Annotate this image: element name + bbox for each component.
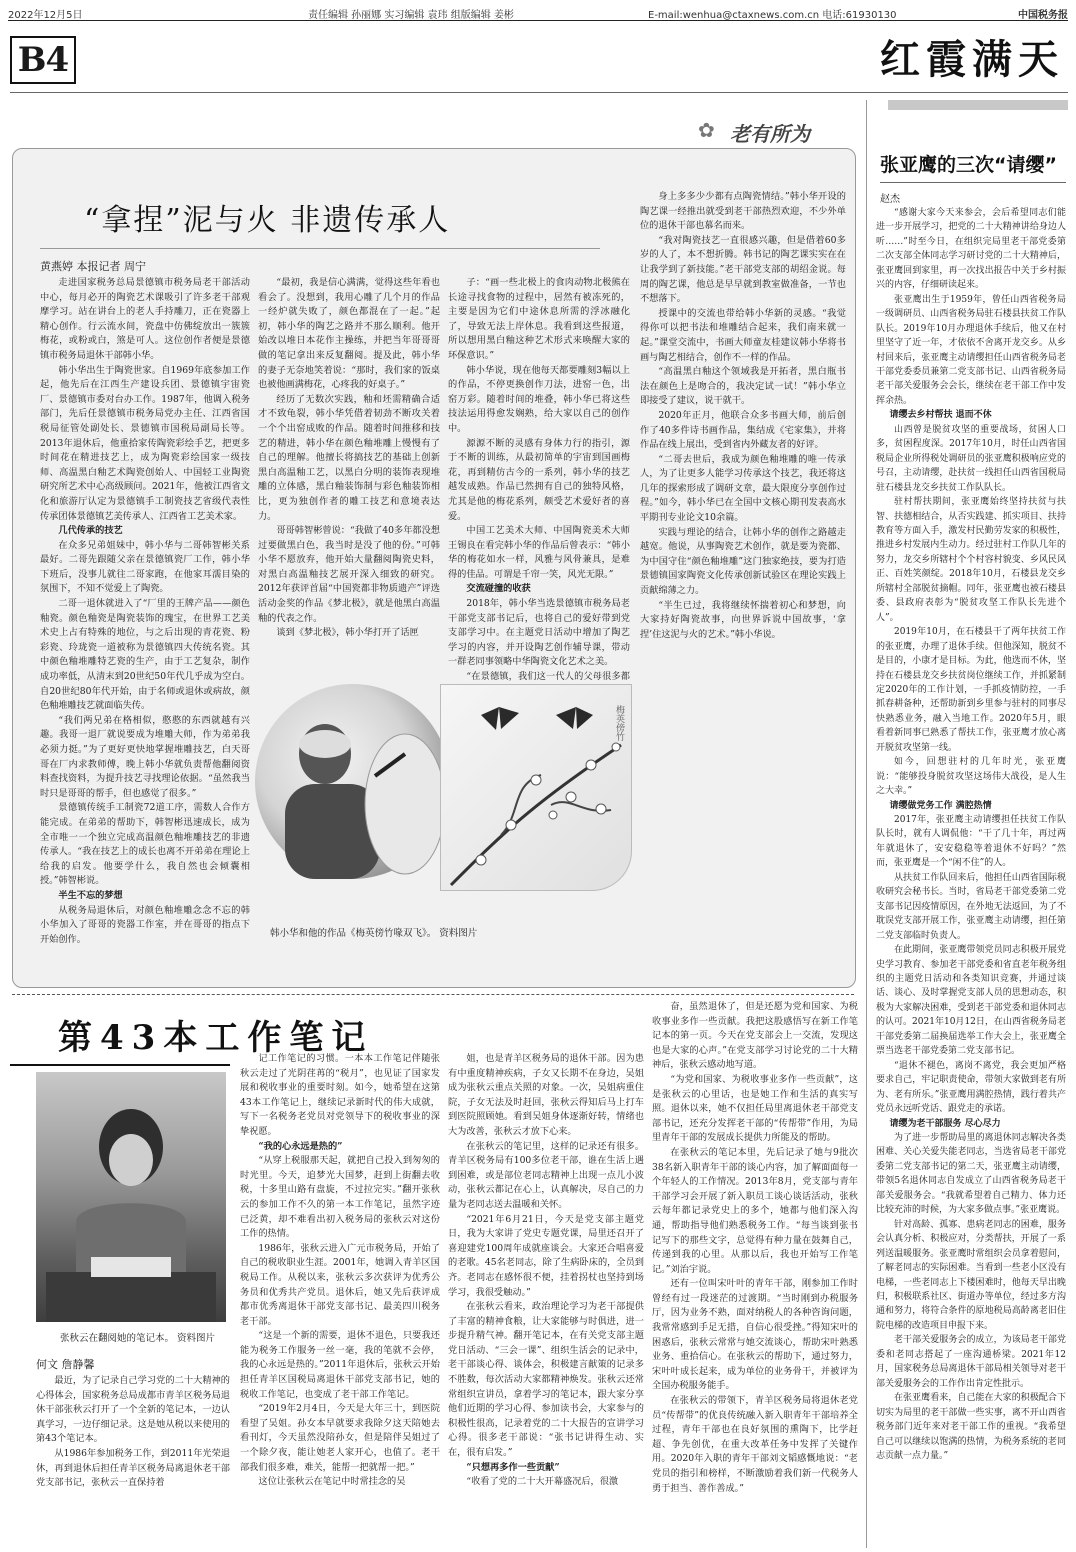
svg-text:梅英傍竹: 梅英傍竹 bbox=[614, 705, 624, 741]
paragraph: 韩小华出生于陶瓷世家。自1969年底参加工作起，他先后在江西生产建设兵团、景德镇宇宙瓷厂、景德镇市委对台办工作。1987年，他调入税务部门，先后任景德镇市税务局党办主任、江西省国税局征管处副处长、景德镇市国税局副局长等。2013年退休后，他重拾家传陶瓷彩绘手艺，把更多时间花在精进技艺上，成为陶瓷彩绘国家一级技师、高温黑白釉艺术陶瓷创始人、中国轻工业陶瓷研究所艺术中心高级顾问。2021年，他被江西省文化和旅游厅认定为景德镇手工制瓷技艺省级代表性传承团体景德镇艺美传承人、江西省工艺美术家。 bbox=[40, 364, 250, 522]
paragraph: 从扶贫工作队回来后，他担任山西省国际税收研究会秘书长。当时，省局老干部党委第二党支部书记因疫情原因，在外地无法返回，为了不耽误党支部开展工作，张亚鹰主动请缨，担任第二党支部临时负责人。 bbox=[876, 872, 1066, 941]
paragraph: 为了进一步帮助局里的离退休同志解决各类困难、关心关爱失能老同志，当选省局老干部党委第二党支部书记的第二天，张亚鹰主动请缨，带领5名退休同志自发成立了山西省税务局老干部关爱服务会。“我就希望着自己精力、体力还比较充沛的时候，为大家多做点事。”张亚鹰说。 bbox=[876, 1133, 1066, 1216]
column-divider bbox=[866, 100, 867, 1548]
paragraph: 在众多兄弟姐妹中，韩小华与二哥韩智彬关系最好。二哥先跟随父亲在景德镇瓷厂工作，韩小华下班后，没事儿就往二哥家跑，在他家耳濡目染的氛围下，不知不觉爱上了陶瓷。 bbox=[40, 539, 250, 595]
article2-column-3 bbox=[448, 1052, 644, 1542]
photo-caption: 韩小华和他的作品《梅英傍竹喙双飞》。 资料图片 bbox=[270, 928, 478, 939]
subheading: 请缨为老干部服务 尽心尽力 bbox=[889, 1118, 1001, 1129]
article3-title: 张亚鹰的三次“请缨” bbox=[880, 154, 1057, 176]
flower-icon: ✿ bbox=[698, 118, 715, 142]
article3-body bbox=[876, 206, 1066, 1542]
article2-column-2 bbox=[240, 1052, 440, 1542]
article1-column-1 bbox=[40, 276, 250, 976]
article1-column-2 bbox=[258, 276, 440, 676]
subheading: 几代传承的技艺 bbox=[58, 525, 123, 537]
paragraph: 身上多多少少都有点陶瓷情结。”韩小华开设的陶艺课一经推出就受到老干部热烈欢迎，不少外单位的退休干部也慕名而来。 bbox=[640, 191, 846, 232]
paragraph: 张亚鹰出生于1959年，曾任山西省税务局一级调研员、山西省税务局驻石楼县扶贫工作队队长。2019年10月办理退休手续后，他又在村里坚守了近一年，才依依不舍离开龙交乡。从乡村回来后，张亚鹰主动请缨担任山西省税务局老干部党委委员兼第二党支部书记、山西省税务局老干部关爱服务会会长，继续在老干部工作中发挥余热。 bbox=[876, 294, 1066, 406]
paragraph: “2019年2月4日，今天是大年三十，到医院看望了吴姐。孙女本早就要求我除夕这天陪她去看刊灯，今天虽然没陪孙女，但是陪伴吴姐过了一个除夕夜，能让她老人家开心，也值了。老干部我们很多难，难关，能帮一把就帮一把。” bbox=[240, 1403, 440, 1473]
issue-date: 2022年12月5日 bbox=[8, 10, 83, 21]
dashed-divider bbox=[12, 994, 854, 995]
section-title: 红霞满天 bbox=[880, 36, 1064, 83]
paragraph: “从穿上税服那天起，就把自己投入到匆匆的时光里。今天，追梦光大国梦，赶到上街翻去收税，十多里山路有盘旋，不过拉完实。”翻开张秋云的参加工作不久的第一本工作笔记，虽然字迹已泛黄，却不难看出初入税务局的张秋云对这份工作的热情。 bbox=[240, 1155, 440, 1240]
paragraph: 经历了无数次实践，釉和坯需精确合适才不致龟裂，韩小华凭借着韧劲不断攻关着一个个出窑成败的作品。随着时间推移和技艺的精进，韩小华在颜色釉堆雕上慢慢有了自己的理解。他擅长将搞技艺的基础上创新黑白高温釉工艺，以黑白分明的装饰表现堆雕的立体感，黑白釉装饰制与彩色釉装饰相比，更为独创作者的雕工技艺和意境表达力。 bbox=[258, 393, 440, 522]
notebook-photo bbox=[36, 1072, 226, 1322]
page-number: B4 bbox=[10, 36, 76, 84]
paragraph: “我对陶瓷技艺一直很感兴趣，但是借着60多岁的人了，本不想折腾。韩书记的陶艺课实实在在让我学到了新技能。”老干部党支部的胡绍金说。每周的陶艺课，他总是早早就到教室做准备，一节也不想落下。 bbox=[640, 234, 846, 305]
paragraph: 二哥一退休就进入了“厂里的王牌产品——颜色釉瓷。颜色釉瓷是陶瓷装饰的瑰宝，在世界工艺美术史上占有特殊的地位，与之后出现的青花瓷、粉彩瓷、玲珑瓷一道被称为景德镇四大传统名瓷。其中颜色釉堆雕特艺瓷的生产，由于工艺复杂，制作成功率低，从清末到20世纪50年代几乎成为空白。自20世纪80年代开始，由于名师或退休或病故，颜色釉堆雕技艺就面临失传。 bbox=[40, 598, 250, 712]
paragraph: “这是一个新的需要，退休不退色，只要我还能为税务工作服务一丝一毫，我的笔就不会停，我的心永远是热的。”2011年退休后，张秋云开始担任青羊区国税局离退休干部党支部书记，她的税收工作笔记，也变成了老干部工作笔记。 bbox=[240, 1330, 440, 1400]
paragraph: 在张秋云的带领下，青羊区税务局将退休老党员“传帮带”的优良传统融入新入职青年干部培养全过程，青年干部也在良好氛围的熏陶下，比学赶超、争先创优，在重大改革任务中发挥了关键作用。2020年入职的青年干部刘文韬感慨地说：“老党员的指引和榜样，不断激励着我们新一代税务人勇于担当、善作善成。” bbox=[652, 1395, 858, 1494]
paragraph: “在景德镇，我们这一代人的父母很多都 bbox=[466, 671, 630, 683]
article1-byline: 黄燕婷 本报记者 周宁 bbox=[40, 260, 146, 273]
plum-blossom-painting bbox=[440, 684, 632, 891]
subheading: 交流碰撞的收获 bbox=[466, 583, 531, 595]
paragraph: 2020年正月，他联合众多书画大师，前后创作了40多件诗书画作品，集结成《宅家集》，并将作品在线上展出，受到省内外藏友者的好评。 bbox=[640, 409, 846, 451]
paragraph: 从1986年参加税务工作，到2011年光荣退休，再到退休后担任青羊区税务局离退休老干部党支部书记，张秋云一直保持着 bbox=[36, 1447, 230, 1489]
article2-byline: 何文 詹静馨 bbox=[36, 1358, 95, 1371]
masthead-strip bbox=[8, 6, 1068, 21]
paragraph: 最近，为了记录自己学习党的二十大精神的心得体会，国家税务总局成都市青羊区税务局退休干部张秋云打开了一个全新的笔记本，一边认真学习，一边仔细记录。这是她从税以来使用的第43个笔记本。 bbox=[36, 1375, 230, 1445]
paragraph: 2019年10月，在石楼县干了两年扶贫工作的张亚鹰，办理了退休手续。但他深知，脱贫不是目的，小康才是目标。为此，他选而不休，坚持在石楼县龙交乡扶贫岗位继续工作，并抓紧制定2020年的工作计划，一手抓疫情防控，一手抓春耕备种，还帮助新到乡里参与驻村的同事尽快熟悉业务，融入当地工作。2020年5月，眼看着新同事已熟悉了帮扶工作，张亚鹰才放心离开脱贫攻坚第一线。 bbox=[876, 627, 1066, 753]
paragraph: “半生已过，我将继续怀揣着初心和梦想，向大家持好陶瓷故事，向世界诉说中国故事，‘拿捏’住这泥与火的艺术。”韩小华说。 bbox=[640, 599, 846, 640]
paragraph: 如今，回想驻村的几年时光，张亚鹰说：“能够投身脱贫攻坚这场伟大战役，是人生之大幸。” bbox=[876, 757, 1066, 797]
photo-caption: 张秋云在翻阅她的笔记本。 资料图片 bbox=[60, 1333, 216, 1344]
paragraph: “最初，我是信心满满，觉得这些年看也看会了。没想到，我用心雕了几个月的作品一经炉就失败了，颜色都混在了一起。”起初，韩小华的陶艺之路并不那么顺利。他开始改以堆日本花作主操练，并把当年哥哥哥做的笔记拿出来反复翻阅。提及此，韩小华的妻子无奈地笑着说：“那时，我们家的饭桌也被他画满梅花，心疼我的好桌子。” bbox=[258, 277, 440, 391]
paragraph: “感谢大家今天来参会，会后希望同志们能进一步开展学习，把党的二十大精神讲给身边人听……”时至今日，在组织完局里老干部党委第二次支部全体同志学习研讨党的二十大精神后，张亚鹰回到家里，再一次找出报告中关于乡村振兴的内容，仔细研读起来。 bbox=[876, 208, 1066, 291]
paragraph: 授课中的交流也带给韩小华新的灵感。“我觉得你可以把书法和堆雕结合起来，我们南来就一起。”课堂交流中，书画大师童友桂建议韩小华将书画与陶艺相结合，创作不一样的作品。 bbox=[640, 307, 846, 363]
article1-column-3 bbox=[448, 276, 630, 683]
paper-name: 中国税务报 bbox=[1018, 10, 1068, 21]
article1-title: “拿捏”泥与火 非遗传承人 bbox=[84, 203, 451, 238]
article3-byline: 赵杰 bbox=[880, 194, 900, 205]
paragraph: “收看了党的二十大开幕盛况后，很激 bbox=[466, 1476, 619, 1488]
paragraph: “我们两兄弟在格相似，憨憨的东西就越有兴趣。我哥一退厂就说要成为堆雕大师，作为弟弟我必须力挺。”为了更好更快地掌握堆雕技艺，白天哥哥在厂内求教师傅，晚上韩小华就负责帮他翻阅资料查找资料，为提升技艺寻找理论依据。“虽然我当时只是哥哥的帮手，但也感觉了很多。” bbox=[40, 714, 250, 799]
title-rule bbox=[10, 1064, 230, 1066]
title-rule bbox=[40, 248, 600, 249]
paragraph: “高温黑白釉这个领域我是开拓者，黑白瓶书法在颜色上是吻合的，我决定试一试！”韩小华立即接受了建议，说干就干。 bbox=[640, 366, 846, 407]
paragraph: 哥哥韩智彬曾说：“我做了40多年都没想过要做黑白色，我当时是没了他的份。”可韩小华不愿放弃，他开始大量翻阅陶瓷史料，对黑白高温釉技艺展开深入细致的研究。2012年获评首届“中国瓷都非物质遗产”评选活动金奖的作品《梦北极》，就是他黑白高温釉的代表之作。 bbox=[258, 525, 440, 624]
paragraph: 景德镇传统手工制瓷72道工序，需数人合作方能完成。在弟弟的帮助下，韩智彬迅速成长，成为全市唯一一个独立完成高温颜色釉堆雕技艺的非遗传承人。“我在技艺上的成长也离不开弟弟在理论上给我的启发。他要学什么，我自然也会倾囊相授。”韩智彬说。 bbox=[40, 802, 250, 887]
title-rule bbox=[880, 182, 1066, 183]
paragraph: “二哥去世后，我成为颜色釉堆雕的唯一传承人，为了让更多人能学习传承这个技艺，我还将这几年的探索形成了调研文章，最大限度分享创作过程。”如今，韩小华已在全国中文核心期刊发表高水平期刊专业论文10余篇。 bbox=[640, 453, 846, 524]
paragraph: 子：“画一些北极上的食肉动物北极熊在长途寻找食物的过程中，居然有被冻死的，主要是因为它们中途休息所需的浮冰融化了，导致无法上岸休息。我看到这些报道，所以想用黑白釉这种艺术形式来唤醒大家的环保意识。” bbox=[448, 277, 630, 361]
paragraph: 1986年，张秋云进入广元市税务局，开始了自己的税收职业生涯。2001年，她调入青羊区国税局工作。从税以来，张秋云多次获评为优秀公务员和优秀共产党员。退休后，她又先后获评成都市优秀离退休干部党支部书记、最美四川税务老干部。 bbox=[240, 1242, 440, 1327]
paragraph: 奋，虽然退休了，但是还愿为党和国家、为税收事业多作一些贡献。我把这股感悟写在新工作笔记本的第一页。今天在党支部会上一交流，发现这也是大家的心声。”在党支部学习讨论党的二十大精神后，张秋云感动地写道。 bbox=[652, 1001, 858, 1071]
paragraph: 在张秋云的笔记里，这样的记录还有很多。青羊区税务局有100多位老干部，谁在生活上遇到困难，或是部位老同志精神上出现一点儿小波动，张秋云都记在心上，认真解决，尽自己的力量为老同志送去温暖和关怀。 bbox=[448, 1140, 644, 1210]
paragraph: “2021年6月21日，今天是党支部主题党日，我为大家讲了党史专题党课，局里还召开了喜迎建党100周年成就座谈会。大家还合唱喜爱的老歌。45名老同志，除了生病卧床的，全员到齐。老同志在感怀很不便，挂着拐杖也坚持到场学习，我很受触动。” bbox=[448, 1213, 644, 1298]
section-tab-bar bbox=[888, 100, 1068, 110]
paragraph: 这位让张秋云在笔记中时常挂念的吴 bbox=[258, 1476, 406, 1488]
article2-column-4 bbox=[652, 1000, 858, 1542]
section-rule bbox=[10, 92, 1068, 93]
paragraph: 姐，也是青羊区税务局的退休干部。因为患有中重度精神疾病，子女又长期不在身边，吴姐成为张秋云重点关照的对象。一次，吴姐病重住院，子女无法及时赶回，张秋云得知后马上打车到医院照顾她。看到吴姐身体逐渐好转，情绪也大为改善，张秋云才放下心来。 bbox=[448, 1053, 644, 1137]
paragraph: 从税务局退休后，对颜色釉堆雕念念不忘的韩小华加入了哥哥的瓷器工作室，并在哥哥的指点下开始创作。 bbox=[40, 904, 250, 945]
article2-title: 第43本工作笔记 bbox=[58, 1018, 374, 1058]
paragraph: 中国工艺美术大师、中国陶瓷美术大师王锡良在看完韩小华的作品后曾表示：“韩小华的梅花如水一样，风雅与风骨兼具，是难得的佳品。可谓是千帘一笑，风光无限。” bbox=[448, 525, 630, 580]
paragraph: 驻村帮扶期间，张亚鹰始终坚持扶贫与扶智、扶德相结合，从否实践建、抓实项目、扶持教育等方面入手，激发村民勤劳发家的积极性，推进乡村发展内生动力。经过驻村工作队几年的努力，龙交乡所辖村个个村容村貌变、乡风民风正、百姓笑颜绽。2018年10月，石楼县龙交乡所辖村全部脱贫摘帽。同年，张亚鹰也被石楼县委、县政府表彰为“脱贫攻坚工作队长先进个人”。 bbox=[876, 497, 1066, 623]
paragraph: 2017年，张亚鹰主动请缨担任扶贫工作队队长时，就有人调侃他：“干了几十年，再过两年就退休了，安安稳稳等着退休不好吗？”然而，张亚鹰是一个“闲不住”的人。 bbox=[876, 815, 1066, 869]
paragraph: 走进国家税务总局景德镇市税务局老干部活动中心，每月必开的陶瓷艺术课吸引了许多老干部观摩学习。站在讲台上的老人手持雕刀，正在瓷器上精心创作。行云流水间，瓷盘中仿佛绽放出一簇簇梅花，或粉或白，煞是可人。这位创作者便是景德镇市税务局退休干部韩小华。 bbox=[40, 277, 250, 361]
paragraph: 韩小华说，现在他每天都要雕刻3幅以上的作品，不停更换创作刀法，进窑一色，出窑万彩。随着时间的堆叠，韩小华已将这些技法运用得愈发娴熟，给大家以自己的创作中。 bbox=[448, 364, 630, 434]
paragraph: 实践与理论的结合，让韩小华的创作之路越走越宽。他说，从事陶瓷艺术创作，就是要为瓷都、为中国守住“颜色釉堆雕”这门独家绝技，要为打造景德镇国家陶瓷文化传承创新试验区在理论实践上贡献绵薄之力。 bbox=[640, 526, 846, 597]
subheading: 请缨去乡村帮扶 退而不休 bbox=[889, 410, 992, 421]
article1-column-4 bbox=[640, 190, 846, 676]
paragraph: 在张亚鹰看来，自己能在大家的积极配合下切实为局里的老干部做一些实事，离不开山西省税务部门近年来对老干部工作的重视。“我希望自己可以继续以饱满的热情，为税务系统的老同志贡献一点力量。” bbox=[876, 1393, 1066, 1461]
paragraph: 在张秋云看来，政治理论学习为老干部提供了丰富的精神食粮，让大家能够与时俱进，进一步提升精气神。翻开笔记本，在有关党支部主题党日活动、“三会一课”、组织生活会的记录中，老干部谈心得、谈体会，积极建言献策的记录多不胜数，每次活动大家都精神焕发。张秋云还常常组织宣讲员，拿着学习的笔记本，跟大家分享他们近期的学习心得、参加读书会，大家参与的积极性很高，记录着党的二十大报告的宣讲学习心得。很多老干部说：“张书记讲得生动、实在，很有启发。” bbox=[448, 1301, 644, 1459]
paragraph: 在张秋云的笔记本里，先后记录了她与9批次38名新入职青年干部的谈心内容，加了解面面每一个年轻人的工作情况。2013年8月，党支部与青年干部学习会开展了新入职员工谈心谈话活动，张秋云每年都记录党史上的多个，她都与他们深入沟通，帮助指导他们熟悉税务工作。“每当谈到张书记写下的那些文字，总觉得有种力量在鼓舞自己，传递到我的心里。从那以后，我也开始写工作笔记。”刘治宇说。 bbox=[652, 1146, 858, 1275]
paragraph: 还有一位叫宋叶叶的青年干部，刚参加工作时曾经有过一段迷茫的过渡期。“当时刚到办税服务厅，因为业务不熟，面对纳税人的各种咨询问题，我常常感到手足无措，自信心很受挫。”得知宋叶的困惑后，张秋云常常与她交流谈心，帮助宋叶熟悉业务、重拾信心。在张秋云的帮助下，通过努力，宋叶叶成长起来，成为单位的业务骨干，并被评为全国办税服务能手。 bbox=[652, 1278, 858, 1392]
subheading: “只想再多作一些贡献” bbox=[466, 1461, 560, 1473]
column-label: 老有所为 bbox=[730, 122, 810, 146]
editors-line: 责任编辑 孙丽娜 实习编辑 袁玮 组版编辑 姜彬 bbox=[308, 10, 514, 21]
subheading: “我的心永远是热的” bbox=[258, 1140, 343, 1152]
article2-column-1 bbox=[36, 1374, 230, 1542]
contact-line: E-mail:wenhua@ctaxnews.com.cn 电话:61930130 bbox=[648, 10, 897, 21]
paragraph: 记工作笔记的习惯。一本本工作笔记伴随张秋云走过了光阴荏苒的“税月”，也见证了国家发展和税收事业的重要时刻。如今，她希望在这第43本工作笔记上，继续记录新时代的伟大成就，写下一名税务老党员对党领导下的税收事业的深挚祝愿。 bbox=[240, 1053, 440, 1137]
artist-photo bbox=[255, 684, 450, 879]
paragraph: 源源不断的灵感有身体力行的指引，源于不断的训练，从最初简单的宇宙到国画梅花，再到精仿古今的一系列，韩小华的技艺越发成熟。作品已然拥有自己的独特风格，尤其是他的梅花系列，颇受艺术爱好者的喜爱。 bbox=[448, 437, 630, 522]
paragraph: 2018年，韩小华当选景德镇市税务局老干部党支部书记后，也将自己的爱好带到党支部学习中。在主题党日活动中增加了陶艺学习的内容，并开设陶艺创作辅导课，带动一群老同事领略中华陶瓷文化艺术之美。 bbox=[448, 598, 630, 668]
header-rule bbox=[8, 20, 1068, 21]
subheading: 请缨做党务工作 满腔热情 bbox=[889, 800, 992, 811]
paragraph: 谈到《梦北极》，韩小华打开了话匣 bbox=[276, 627, 419, 639]
paragraph: 山西曾是脱贫攻坚的重要战场，贫困人口多，贫困程度深。2017年10月，时任山西省国税局企业所得税处调研员的张亚鹰积极响应党的号召，主动请缨，赴扶贫一线担任山西省国税局驻石楼县龙交乡扶贫工作队队长。 bbox=[876, 424, 1066, 493]
paragraph: 针对高龄、孤寡、患病老同志的困难，服务会认真分析、积极应对，分类帮扶，开展了一系列送温暖服务。张亚鹰时常组织会员拿着慰问，了解老同志的实际困难。当看到一些老小区没有电梯，一些老同志上下楼困难时，他每天早出晚归，积极联系社区、街道办等单位，经过多方沟通和努力，将符合条件的原地税局高龄离老旧住院电梯的改造项目申报下来。 bbox=[876, 1219, 1066, 1331]
paragraph: 在此期间，张亚鹰带领党员同志积极开展党史学习教育、参加老干部党委和省直老年税务组织的主题党日活动和各类知识竞赛，并通过谈话、谈心、及时掌握党支部人员的思想动态，积极为大家解决困难，受到老干部党委和退休同志的认可。2021年10月12日，在山西省税务局老干部党委第二届换届选举工作大会上，张亚鹰全票当选老干部党委第二党支部书记。 bbox=[876, 945, 1066, 1057]
paragraph: “退休不褪色，离岗不离党，我会更加严格要求自己，牢记职责使命，带领大家做到老有所为、老有所乐。”张亚鹰用满腔热情，践行着共产党员永远听党话、跟党走的承诺。 bbox=[876, 1060, 1066, 1115]
paragraph: 老干部关爱服务会的成立，为该局老干部党委和老同志搭起了一座沟通桥梁。2021年12月，国家税务总局离退休干部局相关领导对老干部关爱服务会的工作作出肯定性批示。 bbox=[876, 1335, 1066, 1389]
paragraph: “为党和国家、为税收事业多作一些贡献”，这是张秋云的心里话，也是她工作和生活的真实写照。退休以来，她不仅担任局里离退休老干部党支部书记，还充分发挥老干部的“传帮带”作用，为局里青年干部的发展成长提供力所能及的帮助。 bbox=[652, 1073, 858, 1144]
subheading: 半生不忘的梦想 bbox=[58, 889, 123, 901]
